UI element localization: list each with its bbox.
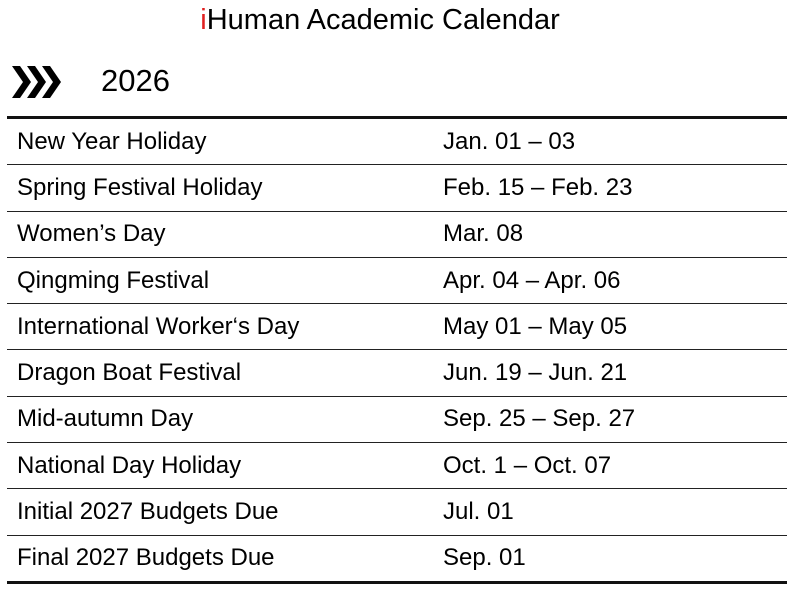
- event-date: May 01 – May 05: [443, 304, 787, 350]
- event-date: Jun. 19 – Jun. 21: [443, 350, 787, 396]
- event-name: Women’s Day: [7, 211, 443, 257]
- event-name: Initial 2027 Budgets Due: [7, 489, 443, 535]
- table-row: [7, 350, 787, 396]
- event-name: New Year Holiday: [7, 118, 443, 165]
- event-name: Final 2027 Budgets Due: [7, 535, 443, 582]
- table-row: [7, 304, 787, 350]
- event-date: Feb. 15 – Feb. 23: [443, 165, 787, 211]
- event-name: Dragon Boat Festival: [7, 350, 443, 396]
- event-name: International Worker‘s Day: [7, 304, 443, 350]
- table-row: [7, 489, 787, 535]
- event-name: National Day Holiday: [7, 443, 443, 489]
- table-row: [7, 396, 787, 442]
- triple-chevron-right-icon: [10, 64, 64, 100]
- table-row: [7, 118, 787, 165]
- table-row: [7, 443, 787, 489]
- title-text: Human Academic Calendar: [206, 4, 560, 36]
- event-date: Apr. 04 – Apr. 06: [443, 257, 787, 303]
- event-name: Spring Festival Holiday: [7, 165, 443, 211]
- year-heading: 2026: [101, 63, 170, 98]
- event-date: Jan. 01 – 03: [443, 118, 787, 165]
- table-row: [7, 165, 787, 211]
- event-name: Qingming Festival: [7, 257, 443, 303]
- title-accent: i: [200, 4, 207, 36]
- table-row: [7, 257, 787, 303]
- table-row: [7, 535, 787, 582]
- page-title: [0, 2, 760, 38]
- event-date: Jul. 01: [443, 489, 787, 535]
- event-date: Sep. 01: [443, 535, 787, 582]
- event-name: Mid-autumn Day: [7, 396, 443, 442]
- table-row: [7, 211, 787, 257]
- calendar-table: [7, 116, 787, 584]
- event-date: Mar. 08: [443, 211, 787, 257]
- event-date: Sep. 25 – Sep. 27: [443, 396, 787, 442]
- event-date: Oct. 1 – Oct. 07: [443, 443, 787, 489]
